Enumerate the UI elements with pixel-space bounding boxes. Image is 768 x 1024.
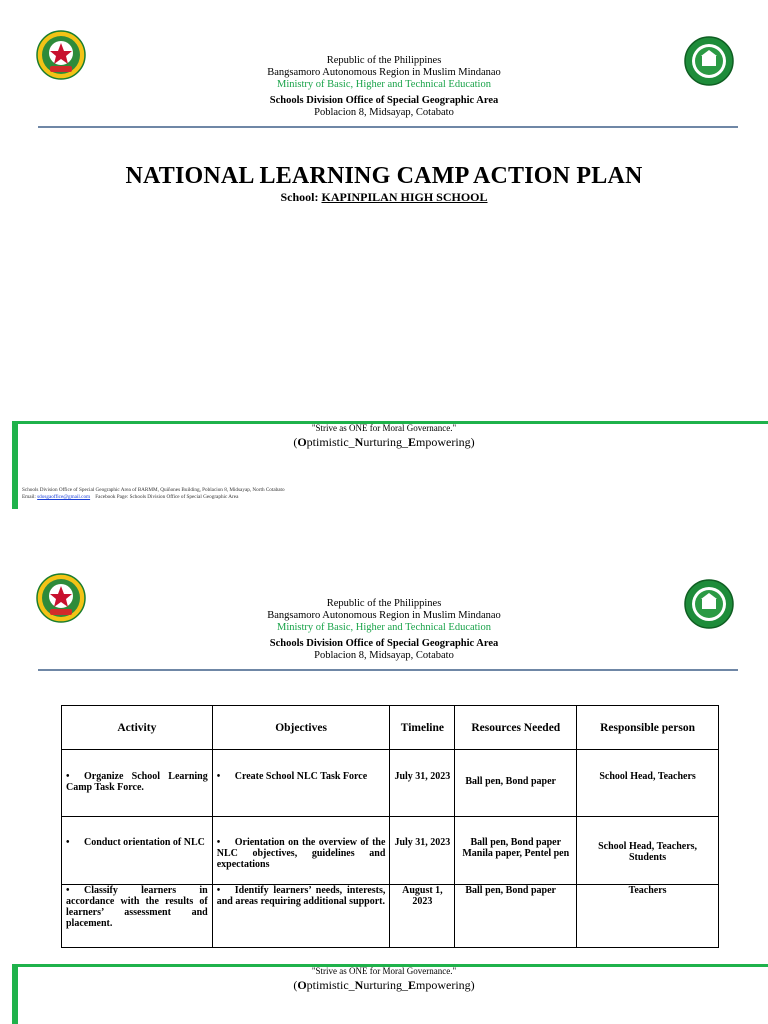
letterhead-republic: Republic of the Philippines <box>326 598 442 609</box>
letterhead-republic: Republic of the Philippines <box>326 55 442 66</box>
letterhead-region: Bangsamoro Autonomous Region in Muslim Mindanao <box>267 610 501 621</box>
header-timeline: Timeline <box>390 706 455 750</box>
values-o: O <box>297 435 307 449</box>
header-activity: Activity <box>62 706 213 750</box>
footer-address: Schools Division Office of Special Geographic Area of BARMM, Quiñones Building, Poblacion 8, Midsayap, North Cotabato <box>22 487 285 493</box>
school-label: School: <box>280 190 319 204</box>
school-line <box>0 190 768 205</box>
values-e: E <box>408 978 417 992</box>
values-n: N <box>354 978 364 992</box>
header-resources: Resources Needed <box>455 706 577 750</box>
row-resources: Ball pen, Bond paper Manila paper, Pentel pen <box>455 817 577 885</box>
row-responsible: School Head, Teachers, Students <box>577 817 719 885</box>
row-objective: • Identify learners’ needs, interests, and areas requiring additional support. <box>212 885 390 948</box>
row-timeline: July 31, 2023 <box>390 750 455 817</box>
row-objective: • Create School NLC Task Force <box>212 750 390 817</box>
header-objectives: Objectives <box>212 706 390 750</box>
letterhead-address: Poblacion 8, Midsayap, Cotabato <box>314 107 454 118</box>
row-activity: • Organize School Learning Camp Task Force. <box>62 750 213 817</box>
values-n: N <box>354 435 364 449</box>
letterhead-division: Schools Division Office of Special Geographic Area <box>269 95 499 106</box>
facebook-page: Facebook Page: Schools Division Office of Special Geographic Area <box>95 494 239 500</box>
values-o-rest: ptimistic_ <box>306 435 355 449</box>
table-header-row <box>62 706 719 750</box>
values-open: ( <box>293 978 298 992</box>
values-n-rest: urturing_ <box>363 435 408 449</box>
values-open: ( <box>293 435 298 449</box>
row-resources: Ball pen, Bond paper <box>455 750 577 817</box>
table-row <box>62 750 719 817</box>
values-e-rest: mpowering) <box>416 435 475 449</box>
values-e-rest: mpowering) <box>416 978 475 992</box>
row-timeline: July 31, 2023 <box>390 817 455 885</box>
email-label: Email: <box>22 494 36 500</box>
footer-slogan: "Strive as ONE for Moral Governance." <box>311 966 457 976</box>
row-timeline: August 1, 2023 <box>390 885 455 948</box>
letterhead-ministry: Ministry of Basic, Higher and Technical Education <box>277 622 491 633</box>
letterhead-region: Bangsamoro Autonomous Region in Muslim Mindanao <box>267 67 501 78</box>
row-activity: • Conduct orientation of NLC <box>62 817 213 885</box>
row-responsible: School Head, Teachers <box>577 750 719 817</box>
footer-slogan: "Strive as ONE for Moral Governance." <box>311 423 457 433</box>
values-e: E <box>408 435 417 449</box>
page-title: NATIONAL LEARNING CAMP ACTION PLAN <box>125 163 643 189</box>
table-row <box>62 817 719 885</box>
table-row <box>62 885 719 948</box>
footer-contact <box>22 494 238 501</box>
letterhead-division: Schools Division Office of Special Geographic Area <box>269 638 499 649</box>
letterhead-address: Poblacion 8, Midsayap, Cotabato <box>314 650 454 661</box>
school-name: KAPINPILAN HIGH SCHOOL <box>321 190 488 204</box>
footer-core-values <box>0 435 768 450</box>
header-divider <box>38 669 738 671</box>
header-responsible: Responsible person <box>577 706 719 750</box>
header-divider <box>38 126 738 128</box>
email-link[interactable]: sdosgaoffice@gmail.com <box>37 494 91 500</box>
values-o-rest: ptimistic_ <box>306 978 355 992</box>
letterhead-ministry: Ministry of Basic, Higher and Technical Education <box>277 79 491 90</box>
row-objective: • Orientation on the overview of the NLC objectives, guidelines and expectations <box>212 817 390 885</box>
action-plan-table <box>61 705 719 948</box>
values-n-rest: urturing_ <box>363 978 408 992</box>
row-activity: • Classify learners in accordance with the results of learners’ assessment and placement. <box>62 885 213 948</box>
row-responsible: Teachers <box>577 885 719 948</box>
footer-core-values <box>0 978 768 993</box>
values-o: O <box>297 978 307 992</box>
row-resources: Ball pen, Bond paper <box>455 885 577 948</box>
